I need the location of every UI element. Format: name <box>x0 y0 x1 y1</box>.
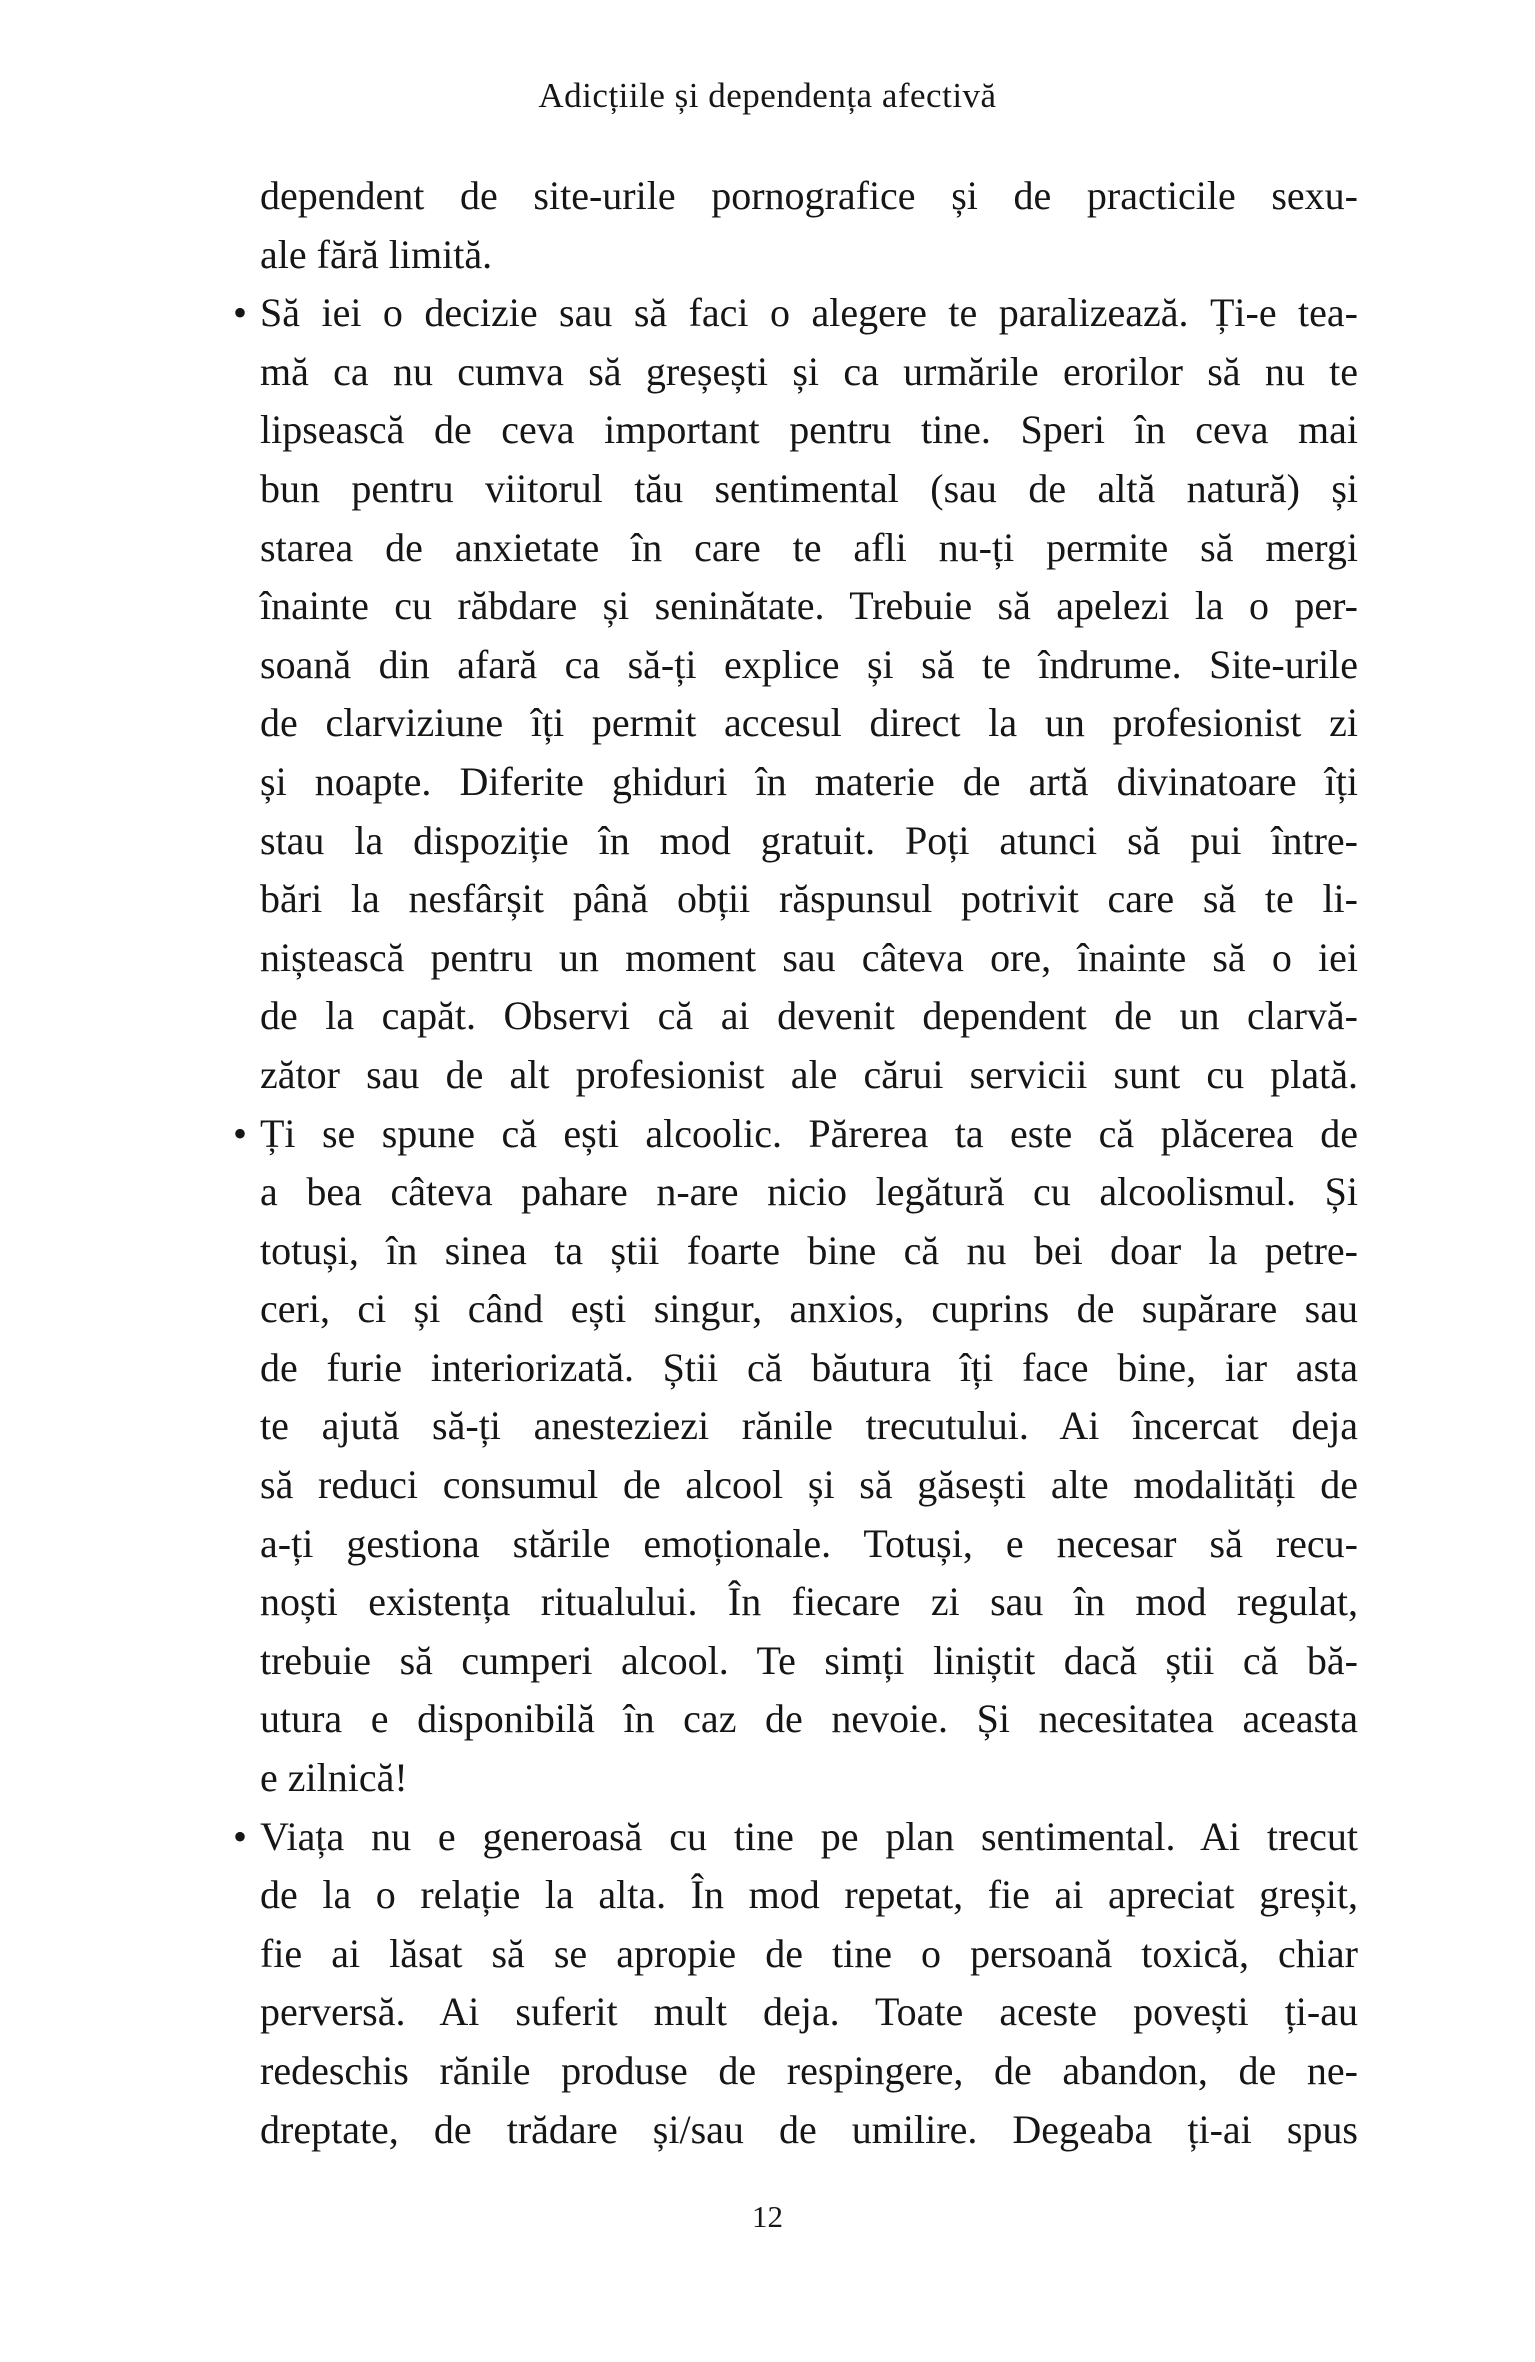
text-line: de la capăt. Observi că ai devenit dependent de un clarvă- <box>260 993 1358 1039</box>
text-line: redeschis rănile produse de respingere, de abandon, de ne- <box>260 2048 1358 2093</box>
text-line: starea de anxietate în care te afli nu-ți permite să mergi <box>260 524 1358 570</box>
list-item <box>233 284 1358 343</box>
text-line: și noapte. Diferite ghiduri în materie de artă divinatoare îți <box>260 758 1358 804</box>
text-line: mă ca nu cumva să greșești și ca urmările erorilor să nu te <box>260 348 1358 394</box>
text-line: te ajută să-ți anesteziezi rănile trecutului. Ai încercat deja <box>260 1403 1358 1449</box>
list-item-text: Viața nu e generoasă cu tine pe plan sentimental. Ai trecut <box>260 1813 1358 1859</box>
list-item-text: Să iei o decizie sau să faci o alegere te paralizează. Ți-e tea- <box>260 290 1358 336</box>
text-line: soană din afară ca să-ți explice și să te îndrume. Site-urile <box>260 641 1358 687</box>
text-line: perversă. Ai suferit mult deja. Toate aceste povești ți-au <box>260 1989 1358 2035</box>
text-line: e zilnică! <box>260 1755 408 1801</box>
text-line: ale fără limită. <box>260 231 493 277</box>
text-line: noști existența ritualului. În fiecare zi sau în mod regulat, <box>260 1579 1358 1625</box>
text-line: fie ai lăsat să se apropie de tine o persoană toxică, chiar <box>260 1930 1358 1976</box>
bullet-icon: • <box>233 1813 248 1859</box>
text-line: de furie interiorizată. Știi că băutura îți face bine, iar asta <box>260 1344 1358 1390</box>
text-line: de clarviziune îți permit accesul direct la un profesionist zi <box>260 700 1358 746</box>
text-line: să reduci consumul de alcool și să găsești alte modalități de <box>260 1462 1358 1508</box>
running-header: Adicțiile și dependența afectivă <box>538 76 997 115</box>
text-line: trebuie să cumperi alcool. Te simți liniștit dacă știi că bă- <box>260 1637 1358 1683</box>
text-line: ceri, ci și când ești singur, anxios, cuprins de supărare sau <box>260 1286 1358 1332</box>
text-line: lipsească de ceva important pentru tine. Speri în ceva mai <box>260 407 1358 453</box>
list-item <box>233 1808 1358 1867</box>
text-line: a-ți gestiona stările emoționale. Totuși, e necesar să recu- <box>260 1520 1358 1566</box>
text-line: bun pentru viitorul tău sentimental (sau de altă natură) și <box>260 465 1358 511</box>
bullet-icon: • <box>233 290 248 336</box>
text-line: înainte cu răbdare și seninătate. Trebuie să apelezi la o per- <box>260 583 1358 629</box>
text-line: stau la dispoziție în mod gratuit. Poți atunci să pui între- <box>260 817 1358 863</box>
list-item-text: Ți se spune că ești alcoolic. Părerea ta este că plăcerea de <box>260 1110 1358 1156</box>
text-line: a bea câteva pahare n-are nicio legătură cu alcoolismul. Și <box>260 1169 1358 1215</box>
text-line: totuși, în sinea ta știi foarte bine că nu bei doar la petre- <box>260 1227 1358 1273</box>
text-line: bări la nesfârșit până obții răspunsul potrivit care să te li- <box>260 876 1358 922</box>
text-line: niștească pentru un moment sau câteva ore, înainte să o iei <box>260 934 1358 980</box>
list-item <box>233 1105 1358 1164</box>
text-line: dependent de site-urile pornografice și de practicile sexu- <box>260 173 1358 218</box>
text-line: utura e disponibilă în caz de nevoie. Și necesitatea aceasta <box>260 1696 1358 1742</box>
bullet-icon: • <box>233 1110 248 1156</box>
text-line: zător sau de alt profesionist ale cărui servicii sunt cu plată. <box>260 1051 1358 1097</box>
text-line: dreptate, de trădare și/sau de umilire. Degeaba ți-ai spus <box>260 2106 1358 2152</box>
text-line: de la o relație la alta. În mod repetat, fie ai apreciat greșit, <box>260 1872 1358 1918</box>
page-number: 12 <box>752 2199 783 2234</box>
body-text-block <box>233 167 1358 2159</box>
